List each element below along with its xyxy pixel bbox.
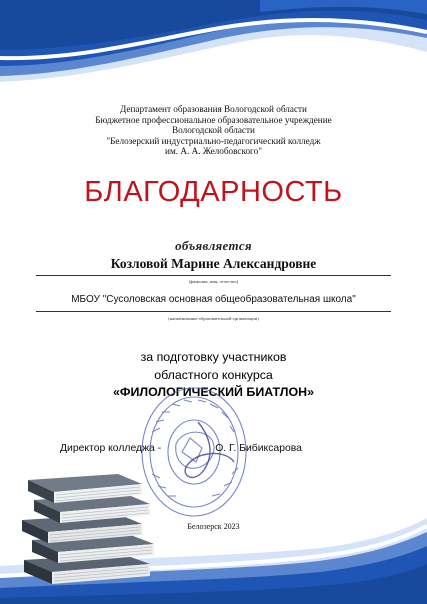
recipient-caption: (фамилия, имя, отчество) — [188, 279, 239, 284]
issuer-line-institution-type: Бюджетное профессиональное образовательное учреждение — [95, 114, 332, 125]
issuer-header — [60, 104, 367, 157]
organization-name: МБОУ "Сусоловская основная общеобразовательная школа" — [71, 294, 356, 305]
issuer-line-college-patron: им. А. А. Желобовского" — [165, 146, 262, 157]
organization-caption: (наименование образовательной организации) — [168, 316, 259, 321]
director-position: Директор колледжа - — [60, 443, 162, 454]
announce-word: объявляется — [175, 238, 252, 253]
issuer-line-department: Департамент образования Вологодской области — [120, 104, 307, 114]
issuer-line-college-name: "Белозерский индустриально-педагогический колледж — [106, 135, 321, 146]
top-wave-decoration — [0, 0, 427, 112]
recipient-underline — [36, 275, 391, 276]
director-name: О. Г. Бибиксарова — [215, 443, 302, 454]
recipient-name: Козловой Марине Александровне — [110, 256, 317, 271]
reason-line-contest: областного конкурса — [154, 367, 273, 382]
director-signature-line — [60, 443, 302, 454]
certificate-title: БЛАГОДАРНОСТЬ — [84, 176, 343, 208]
city-and-year: Белозерск 2023 — [187, 522, 240, 531]
issuer-line-region: Вологодской области — [172, 125, 255, 136]
reason-line-preparation: за подготовку участников — [140, 350, 287, 364]
organization-underline — [36, 311, 391, 312]
reason-line-contest-name: «ФИЛОЛОГИЧЕСКИЙ БИАТЛОН» — [113, 385, 314, 399]
